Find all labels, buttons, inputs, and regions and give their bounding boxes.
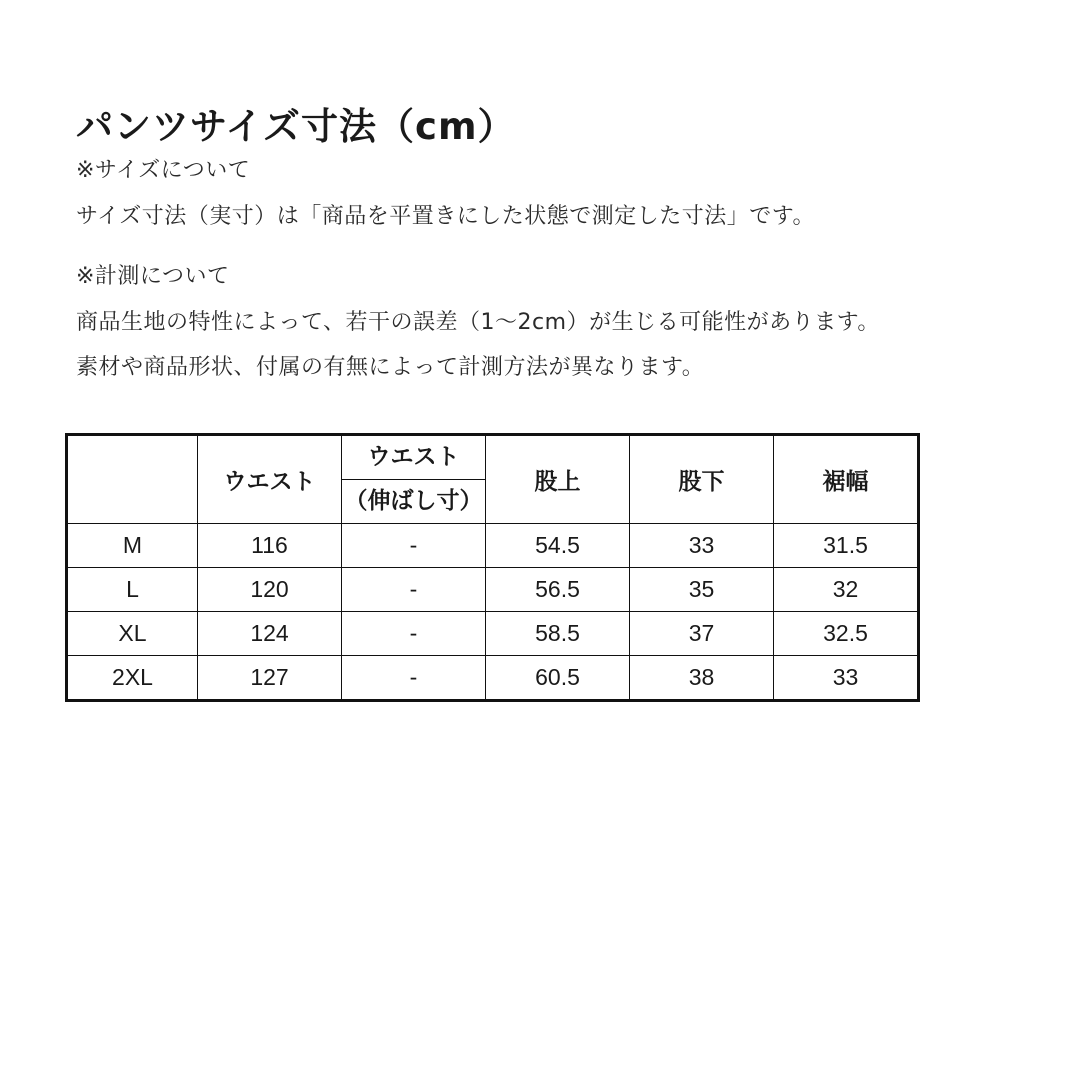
table-row bbox=[67, 612, 919, 656]
cell-hem: 32 bbox=[774, 568, 919, 612]
header-waist-stretch bbox=[342, 435, 486, 524]
table-header-row bbox=[67, 435, 919, 524]
cell-inseam: 38 bbox=[630, 656, 774, 701]
header-rise: 股上 bbox=[486, 435, 630, 524]
cell-inseam: 37 bbox=[630, 612, 774, 656]
cell-hem: 32.5 bbox=[774, 612, 919, 656]
header-hem: 裾幅 bbox=[774, 435, 919, 524]
cell-waist: 116 bbox=[198, 524, 342, 568]
cell-waist-stretch: - bbox=[342, 656, 486, 701]
header-waist-stretch-bottom: （伸ばし寸） bbox=[344, 488, 483, 514]
cell-inseam: 33 bbox=[630, 524, 774, 568]
cell-inseam: 35 bbox=[630, 568, 774, 612]
cell-size: M bbox=[67, 524, 198, 568]
cell-waist: 120 bbox=[198, 568, 342, 612]
cell-rise: 54.5 bbox=[486, 524, 630, 568]
cell-rise: 56.5 bbox=[486, 568, 630, 612]
cell-waist-stretch: - bbox=[342, 524, 486, 568]
header-waist-stretch-top: ウエスト bbox=[342, 436, 485, 480]
cell-waist-stretch: - bbox=[342, 612, 486, 656]
cell-rise: 58.5 bbox=[486, 612, 630, 656]
cell-waist-stretch: - bbox=[342, 568, 486, 612]
cell-size: 2XL bbox=[67, 656, 198, 701]
table-row bbox=[67, 568, 919, 612]
size-table bbox=[65, 433, 920, 702]
cell-size: L bbox=[67, 568, 198, 612]
table-row bbox=[67, 524, 919, 568]
measure-note-text-2: 素材や商品形状、付属の有無によって計測方法が異なります。 bbox=[76, 355, 705, 380]
cell-size: XL bbox=[67, 612, 198, 656]
header-waist: ウエスト bbox=[198, 435, 342, 524]
size-note-text: サイズ寸法（実寸）は「商品を平置きにした状態で測定した寸法」です。 bbox=[76, 204, 815, 229]
size-note-heading: ※サイズについて bbox=[76, 158, 251, 183]
cell-rise: 60.5 bbox=[486, 656, 630, 701]
measure-note-text-1: 商品生地の特性によって、若干の誤差（1〜2cm）が生じる可能性があります。 bbox=[76, 310, 880, 335]
header-inseam: 股下 bbox=[630, 435, 774, 524]
page-title: パンツサイズ寸法（cm） bbox=[76, 105, 516, 148]
cell-hem: 31.5 bbox=[774, 524, 919, 568]
cell-waist: 127 bbox=[198, 656, 342, 701]
header-size bbox=[67, 435, 198, 524]
cell-waist: 124 bbox=[198, 612, 342, 656]
cell-hem: 33 bbox=[774, 656, 919, 701]
measure-note-heading: ※計測について bbox=[76, 264, 230, 289]
table-row bbox=[67, 656, 919, 701]
